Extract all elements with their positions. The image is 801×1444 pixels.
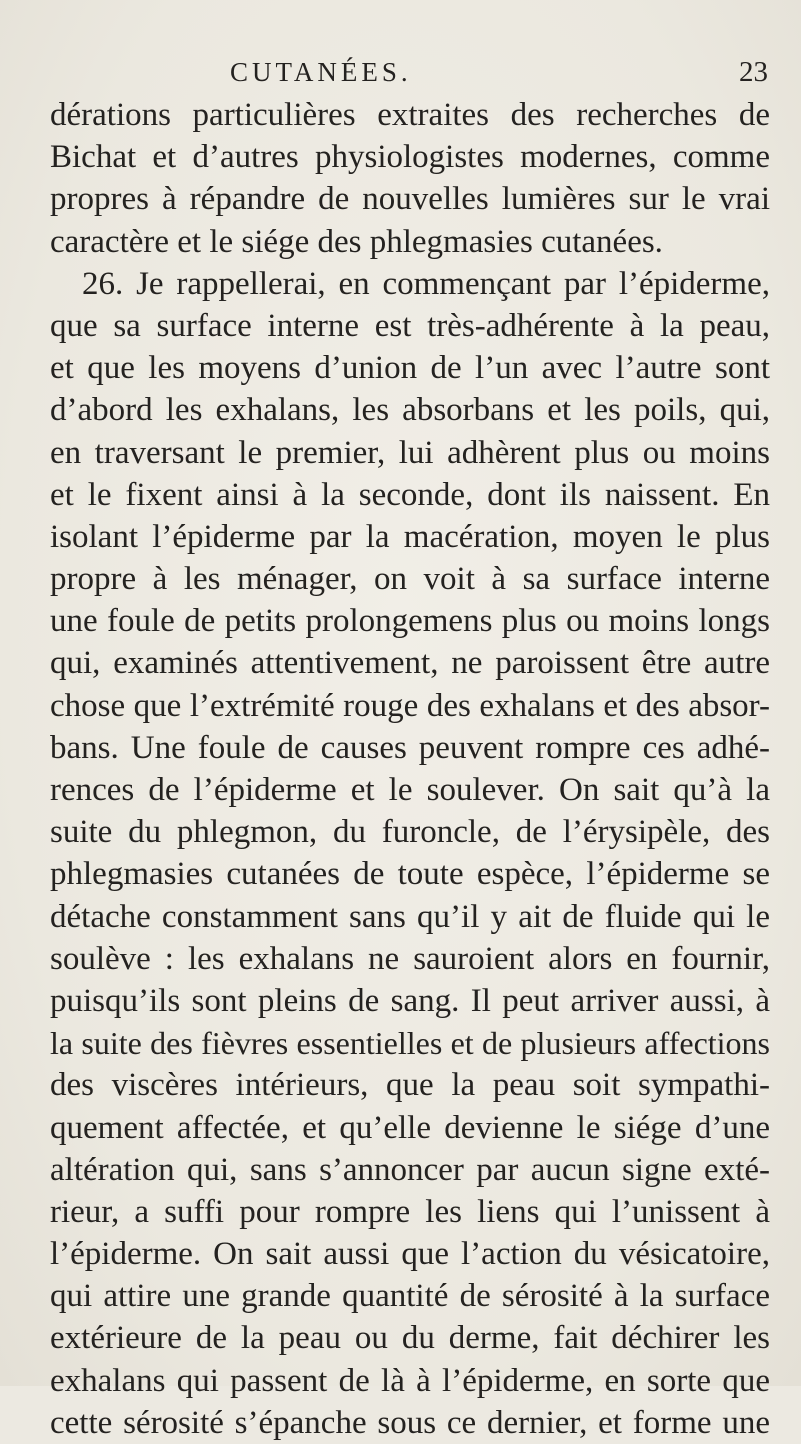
- text-line: détache constamment sans qu’il y ait de fluide qui le: [50, 898, 770, 935]
- text-line: l’épiderme. On sait aussi que l’action du vésicatoire,: [50, 1236, 770, 1273]
- text-line: dérations particulières extraites des recherches de: [50, 97, 770, 133]
- body-text: [50, 94, 770, 1444]
- text-line: et que les moyens d’union de l’un avec l’autre sont: [50, 350, 770, 387]
- text-line: chose que l’extrémité rouge des exhalans et des absor-: [50, 687, 770, 724]
- text-line: cette sérosité s’épanche sous ce dernier, et forme une: [50, 1404, 770, 1441]
- text-line: phlegmasies cutanées de toute espèce, l’épiderme se: [50, 856, 770, 893]
- running-title: CUTANÉES.: [230, 57, 412, 87]
- text-line: soulève : les exhalans ne sauroient alors en fournir,: [50, 940, 770, 977]
- text-line: et le fixent ainsi à la seconde, dont ils naissent. En: [50, 476, 770, 513]
- text-line: que sa surface interne est très-adhérente à la peau,: [50, 307, 770, 344]
- text-line: isolant l’épiderme par la macération, moyen le plus: [50, 518, 770, 555]
- text-line: bans. Une foule de causes peuvent rompre ces adhé-: [50, 729, 770, 766]
- text-line: exhalans qui passent de là à l’épiderme, en sorte que: [50, 1362, 770, 1399]
- page-number: 23: [739, 56, 768, 88]
- text-line: la suite des fièvres essentielles et de plusieurs affections: [50, 1025, 770, 1062]
- text-line: rences de l’épiderme et le soulever. On sait qu’à la: [50, 772, 770, 808]
- text-line: extérieure de la peau ou du derme, fait déchirer les: [50, 1320, 770, 1357]
- text-line: quement affectée, et qu’elle devienne le siége d’une: [50, 1109, 770, 1146]
- running-head: [50, 50, 770, 94]
- text-line: rieur, a suffi pour rompre les liens qui l’unissent à: [50, 1193, 770, 1230]
- text-line: qui attire une grande quantité de sérosité à la surface: [50, 1278, 770, 1315]
- text-line: propres à répandre de nouvelles lumières sur le vrai: [50, 181, 770, 218]
- text-line: en traversant le premier, lui adhèrent plus ou moins: [50, 434, 770, 471]
- text-line: caractère et le siége des phlegmasies cutanées.: [50, 223, 663, 260]
- text-line: propre à les ménager, on voit à sa surface interne: [50, 561, 770, 598]
- text-line: une foule de petits prolongemens plus ou moins longs: [50, 603, 770, 640]
- text-line: d’abord les exhalans, les absorbans et les poils, qui,: [50, 392, 770, 429]
- text-line: Bichat et d’autres physiologistes modernes, comme: [50, 139, 770, 176]
- text-line: des viscères intérieurs, que la peau soit sympathi-: [50, 1067, 770, 1104]
- text-line: qui, examinés attentivement, ne paroissent être autre: [50, 645, 770, 682]
- text-line: altération qui, sans s’annoncer par aucun signe exté-: [50, 1151, 770, 1188]
- text-line: puisqu’ils sont pleins de sang. Il peut arriver aussi, à: [50, 982, 770, 1019]
- text-line: suite du phlegmon, du furoncle, de l’érysipèle, des: [50, 814, 770, 851]
- paragraph-26-first-line: 26. Je rappellerai, en commençant par l’épiderme,: [82, 265, 770, 302]
